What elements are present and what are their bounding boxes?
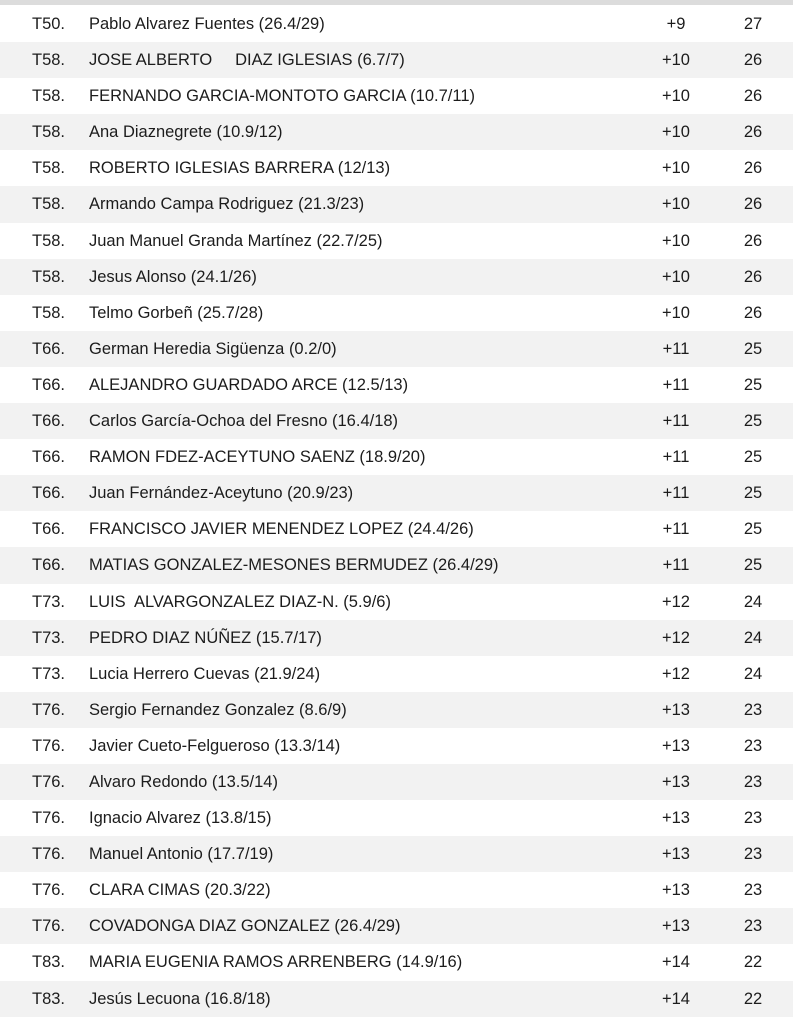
player-name-cell: CLARA CIMAS (20.3/22)	[89, 881, 271, 900]
player-name-cell: JOSE ALBERTO DIAZ IGLESIAS (6.7/7)	[89, 51, 405, 70]
table-row	[0, 547, 793, 583]
points-cell: 26	[743, 231, 763, 250]
position-cell: T58.	[32, 159, 66, 178]
player-name-cell: Armando Campa Rodriguez (21.3/23)	[89, 195, 365, 214]
table-row	[0, 872, 793, 908]
points-cell: 25	[743, 556, 763, 575]
position-cell: T58.	[32, 303, 66, 322]
table-row	[0, 764, 793, 800]
table-row	[0, 475, 793, 511]
table-row	[0, 114, 793, 150]
table-row	[0, 584, 793, 620]
player-name-cell: FRANCISCO JAVIER MENENDEZ LOPEZ (24.4/26)	[89, 520, 474, 539]
player-name-cell: Manuel Antonio (17.7/19)	[89, 845, 274, 864]
table-row	[0, 692, 793, 728]
position-cell: T58.	[32, 123, 66, 142]
to-par-cell: +11	[662, 556, 690, 575]
to-par-cell: +13	[662, 881, 690, 900]
player-name-cell: Juan Fernández-Aceytuno (20.9/23)	[89, 484, 354, 503]
table-row	[0, 331, 793, 367]
to-par-cell: +10	[662, 123, 690, 142]
to-par-cell: +14	[662, 989, 690, 1008]
to-par-cell: +13	[662, 845, 690, 864]
to-par-cell: +13	[662, 917, 690, 936]
player-name-cell: MARIA EUGENIA RAMOS ARRENBERG (14.9/16)	[89, 953, 463, 972]
player-name-cell: Juan Manuel Granda Martínez (22.7/25)	[89, 231, 383, 250]
points-cell: 22	[743, 953, 763, 972]
points-cell: 26	[743, 51, 763, 70]
points-cell: 23	[743, 917, 763, 936]
player-name-cell: Ana Diaznegrete (10.9/12)	[89, 123, 283, 142]
to-par-cell: +11	[662, 484, 690, 503]
points-cell: 27	[743, 15, 763, 33]
top-divider	[0, 0, 793, 5]
points-cell: 26	[743, 123, 763, 142]
points-cell: 22	[743, 989, 763, 1008]
table-row	[0, 511, 793, 547]
player-name-cell: Pablo Alvarez Fuentes (26.4/29)	[89, 15, 325, 33]
to-par-cell: +10	[662, 51, 690, 70]
points-cell: 23	[743, 881, 763, 900]
cut-off-footer-text	[310, 1015, 490, 1023]
to-par-cell: +13	[662, 809, 690, 828]
position-cell: T76.	[32, 700, 66, 719]
player-name-cell: Jesús Lecuona (16.8/18)	[89, 989, 271, 1008]
to-par-cell: +10	[662, 267, 690, 286]
table-row	[0, 620, 793, 656]
position-cell: T73.	[32, 628, 66, 647]
position-cell: T58.	[32, 267, 66, 286]
player-name-cell: Lucia Herrero Cuevas (21.9/24)	[89, 664, 321, 683]
table-row	[0, 728, 793, 764]
position-cell: T58.	[32, 51, 66, 70]
player-name-cell: ALEJANDRO GUARDADO ARCE (12.5/13)	[89, 375, 409, 394]
position-cell: T66.	[32, 339, 66, 358]
player-name-cell: PEDRO DIAZ NÚÑEZ (15.7/17)	[89, 628, 322, 647]
position-cell: T76.	[32, 845, 66, 864]
points-cell: 23	[743, 736, 763, 755]
points-cell: 25	[743, 520, 763, 539]
to-par-cell: +10	[662, 195, 690, 214]
to-par-cell: +11	[662, 448, 690, 467]
table-row	[0, 259, 793, 295]
player-name-cell: Ignacio Alvarez (13.8/15)	[89, 809, 272, 828]
player-name-cell: Telmo Gorbeñ (25.7/28)	[89, 303, 264, 322]
table-row	[0, 295, 793, 331]
points-cell: 23	[743, 772, 763, 791]
position-cell: T58.	[32, 87, 66, 106]
table-row	[0, 367, 793, 403]
points-cell: 26	[743, 267, 763, 286]
position-cell: T73.	[32, 664, 66, 683]
points-cell: 24	[743, 664, 763, 683]
table-row	[0, 42, 793, 78]
table-row	[0, 223, 793, 259]
table-row	[0, 439, 793, 475]
to-par-cell: +10	[662, 231, 690, 250]
table-row	[0, 656, 793, 692]
player-name-cell: RAMON FDEZ-ACEYTUNO SAENZ (18.9/20)	[89, 448, 426, 467]
leaderboard-table	[0, 6, 793, 1017]
table-row	[0, 836, 793, 872]
to-par-cell: +11	[662, 339, 690, 358]
to-par-cell: +13	[662, 736, 690, 755]
points-cell: 24	[743, 592, 763, 611]
position-cell: T66.	[32, 448, 66, 467]
points-cell: 23	[743, 700, 763, 719]
points-cell: 24	[743, 628, 763, 647]
to-par-cell: +13	[662, 772, 690, 791]
table-row	[0, 78, 793, 114]
position-cell: T58.	[32, 231, 66, 250]
player-name-cell: Carlos García-Ochoa del Fresno (16.4/18)	[89, 412, 399, 431]
player-name-cell: ROBERTO IGLESIAS BARRERA (12/13)	[89, 159, 391, 178]
to-par-cell: +12	[662, 592, 690, 611]
position-cell: T66.	[32, 412, 66, 431]
position-cell: T50.	[32, 15, 66, 33]
player-name-cell: Javier Cueto-Felgueroso (13.3/14)	[89, 736, 341, 755]
points-cell: 25	[743, 339, 763, 358]
player-name-cell: COVADONGA DIAZ GONZALEZ (26.4/29)	[89, 917, 401, 936]
position-cell: T66.	[32, 556, 66, 575]
to-par-cell: +10	[662, 159, 690, 178]
table-row	[0, 944, 793, 980]
table-row	[0, 908, 793, 944]
player-name-cell: German Heredia Sigüenza (0.2/0)	[89, 339, 337, 358]
position-cell: T66.	[32, 375, 66, 394]
points-cell: 26	[743, 195, 763, 214]
player-name-cell: LUIS ALVARGONZALEZ DIAZ-N. (5.9/6)	[89, 592, 391, 611]
position-cell: T66.	[32, 520, 66, 539]
points-cell: 25	[743, 375, 763, 394]
points-cell: 25	[743, 448, 763, 467]
to-par-cell: +12	[662, 628, 690, 647]
position-cell: T83.	[32, 953, 66, 972]
player-name-cell: FERNANDO GARCIA-MONTOTO GARCIA (10.7/11)	[89, 87, 475, 106]
points-cell: 25	[743, 412, 763, 431]
points-cell: 23	[743, 809, 763, 828]
table-row	[0, 186, 793, 222]
points-cell: 23	[743, 845, 763, 864]
to-par-cell: +11	[662, 520, 690, 539]
points-cell: 26	[743, 87, 763, 106]
position-cell: T66.	[32, 484, 66, 503]
points-cell: 26	[743, 159, 763, 178]
to-par-cell: +11	[662, 412, 690, 431]
position-cell: T76.	[32, 917, 66, 936]
player-name-cell: Alvaro Redondo (13.5/14)	[89, 772, 278, 791]
to-par-cell: +9	[666, 15, 686, 33]
position-cell: T83.	[32, 989, 66, 1008]
position-cell: T76.	[32, 881, 66, 900]
to-par-cell: +10	[662, 87, 690, 106]
player-name-cell: MATIAS GONZALEZ-MESONES BERMUDEZ (26.4/29)	[89, 556, 499, 575]
player-name-cell: Jesus Alonso (24.1/26)	[89, 267, 257, 286]
to-par-cell: +13	[662, 700, 690, 719]
position-cell: T76.	[32, 772, 66, 791]
points-cell: 26	[743, 303, 763, 322]
position-cell: T73.	[32, 592, 66, 611]
table-row	[0, 403, 793, 439]
to-par-cell: +11	[662, 375, 690, 394]
table-row	[0, 6, 793, 42]
position-cell: T58.	[32, 195, 66, 214]
to-par-cell: +14	[662, 953, 690, 972]
table-row	[0, 800, 793, 836]
to-par-cell: +10	[662, 303, 690, 322]
player-name-cell: Sergio Fernandez Gonzalez (8.6/9)	[89, 700, 347, 719]
points-cell: 25	[743, 484, 763, 503]
position-cell: T76.	[32, 736, 66, 755]
table-row	[0, 150, 793, 186]
position-cell: T76.	[32, 809, 66, 828]
table-row	[0, 981, 793, 1017]
to-par-cell: +12	[662, 664, 690, 683]
